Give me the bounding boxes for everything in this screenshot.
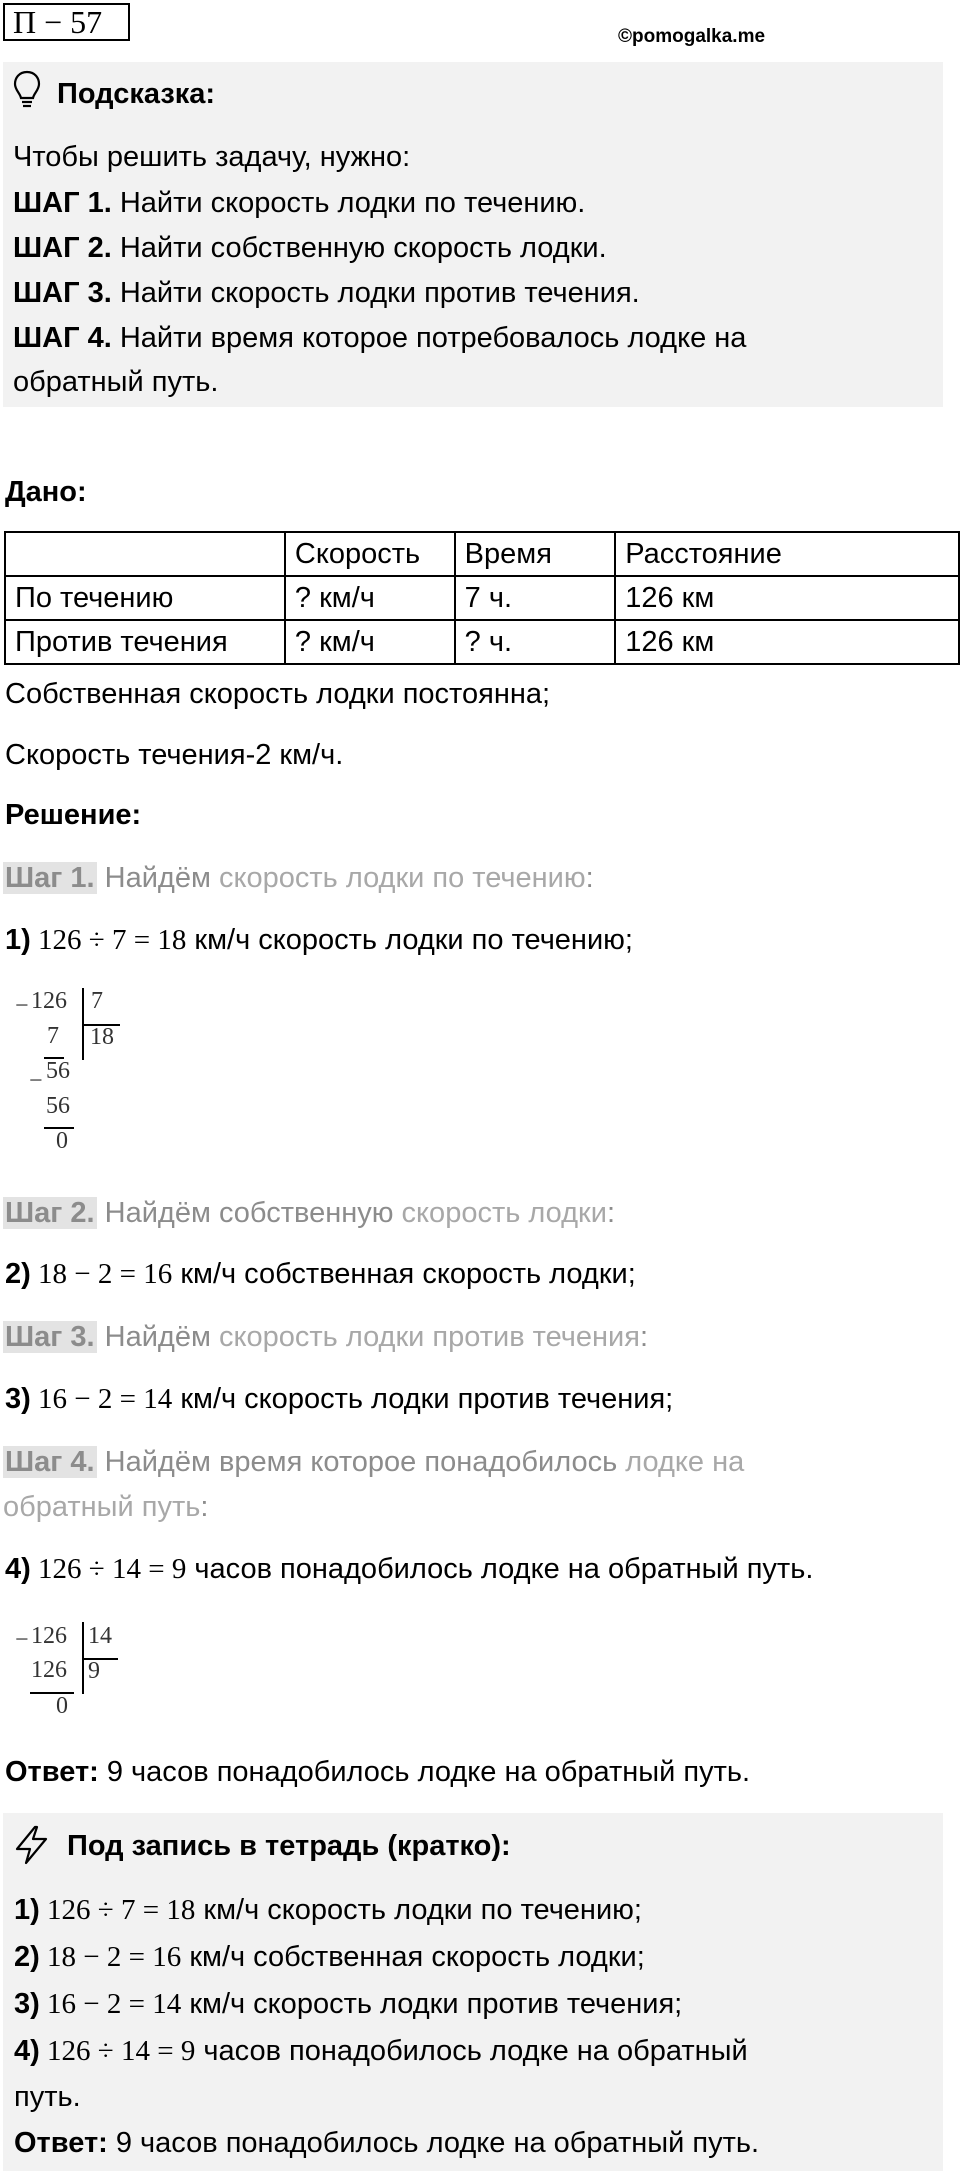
division-dividend: 126: [31, 1623, 67, 1649]
solution-line-1: 1) 126 ÷ 7 = 18 км/ч скорость лодки по течению;: [5, 924, 633, 956]
brief-line-1: 1) 126 ÷ 7 = 18 км/ч скорость лодки по течению;: [14, 1894, 642, 1926]
step-1-heading: Шаг 1. Найдём скорость лодки по течению:: [5, 862, 594, 894]
solution-line-2: 2) 18 − 2 = 16 км/ч собственная скорость лодки;: [5, 1258, 636, 1290]
brief-box: [3, 1813, 943, 2171]
table-header-row: [5, 532, 959, 576]
step-4-heading: Шаг 4. Найдём время которое понадобилось лодке на: [5, 1446, 745, 1478]
minus-sign: −: [15, 993, 29, 1019]
hint-step-4: ШАГ 4. Найти время которое потребовалось лодке на: [13, 322, 747, 354]
brief-line-4-cont: путь.: [14, 2081, 81, 2113]
solution-line-4: 4) 126 ÷ 14 = 9 часов понадобилось лодке на обратный путь.: [5, 1553, 814, 1585]
lightning-icon: [13, 1825, 51, 1865]
table-cell: По течению: [5, 576, 285, 620]
given-note-1: Собственная скорость лодки постоянна;: [5, 678, 551, 710]
table-header-speed: Скорость: [285, 532, 455, 576]
brief-title: Под запись в тетрадь (кратко):: [67, 1830, 511, 1862]
hint-step-4-cont: обратный путь.: [13, 366, 219, 398]
problem-number: П − 57: [3, 3, 130, 41]
division-quotient: 9: [88, 1658, 100, 1684]
table-cell: [5, 532, 285, 576]
brief-line-3: 3) 16 − 2 = 14 км/ч скорость лодки против течения;: [14, 1988, 683, 2020]
given-note-2: Скорость течения-2 км/ч.: [5, 739, 344, 771]
table-cell: ? км/ч: [285, 620, 455, 664]
table-header-time: Время: [455, 532, 616, 576]
given-title: Дано:: [5, 476, 87, 508]
given-table: [4, 531, 960, 665]
step-4-heading-cont: обратный путь:: [3, 1491, 209, 1523]
brief-answer: Ответ: 9 часов понадобилось лодке на обратный путь.: [14, 2127, 760, 2159]
division-divisor: 7: [91, 988, 103, 1014]
division-quotient: 18: [90, 1024, 114, 1050]
division-remainder: 0: [56, 1128, 68, 1154]
division-remainder: 0: [56, 1693, 68, 1719]
hint-intro: Чтобы решить задачу, нужно:: [13, 141, 411, 173]
division-subtrahend: 126: [31, 1657, 67, 1683]
division-remainder: 56: [46, 1058, 70, 1084]
division-dividend: 126: [31, 988, 67, 1014]
table-cell: 126 км: [615, 576, 959, 620]
solution-line-3: 3) 16 − 2 = 14 км/ч скорость лодки против течения;: [5, 1383, 674, 1415]
division-subtrahend: 56: [46, 1093, 70, 1119]
step-2-heading: Шаг 2. Найдём собственную скорость лодки:: [5, 1197, 616, 1229]
minus-sign: −: [15, 1627, 29, 1653]
table-cell: Против течения: [5, 620, 285, 664]
hint-step-1: ШАГ 1. Найти скорость лодки по течению.: [13, 187, 586, 219]
hint-step-2: ШАГ 2. Найти собственную скорость лодки.: [13, 232, 607, 264]
site-watermark: ©pomogalka.me: [618, 26, 766, 47]
hint-step-3: ШАГ 3. Найти скорость лодки против течения.: [13, 277, 640, 309]
step-3-heading: Шаг 3. Найдём скорость лодки против течения:: [5, 1321, 649, 1353]
table-cell: 126 км: [615, 620, 959, 664]
table-row: [5, 620, 959, 664]
brief-line-2: 2) 18 − 2 = 16 км/ч собственная скорость лодки;: [14, 1941, 645, 1973]
hint-title: Подсказка:: [57, 78, 216, 110]
answer: Ответ: 9 часов понадобилось лодке на обратный путь.: [5, 1756, 751, 1788]
division-divisor: 14: [88, 1623, 112, 1649]
hint-box: [3, 62, 943, 407]
lightbulb-icon: [13, 70, 41, 110]
table-row: [5, 576, 959, 620]
minus-sign: −: [29, 1068, 43, 1094]
table-header-distance: Расстояние: [615, 532, 959, 576]
solution-title: Решение:: [5, 799, 142, 831]
table-cell: 7 ч.: [455, 576, 616, 620]
table-cell: ? км/ч: [285, 576, 455, 620]
division-subtrahend: 7: [47, 1023, 59, 1049]
brief-line-4: 4) 126 ÷ 14 = 9 часов понадобилось лодке на обратный: [14, 2035, 748, 2067]
table-cell: ? ч.: [455, 620, 616, 664]
